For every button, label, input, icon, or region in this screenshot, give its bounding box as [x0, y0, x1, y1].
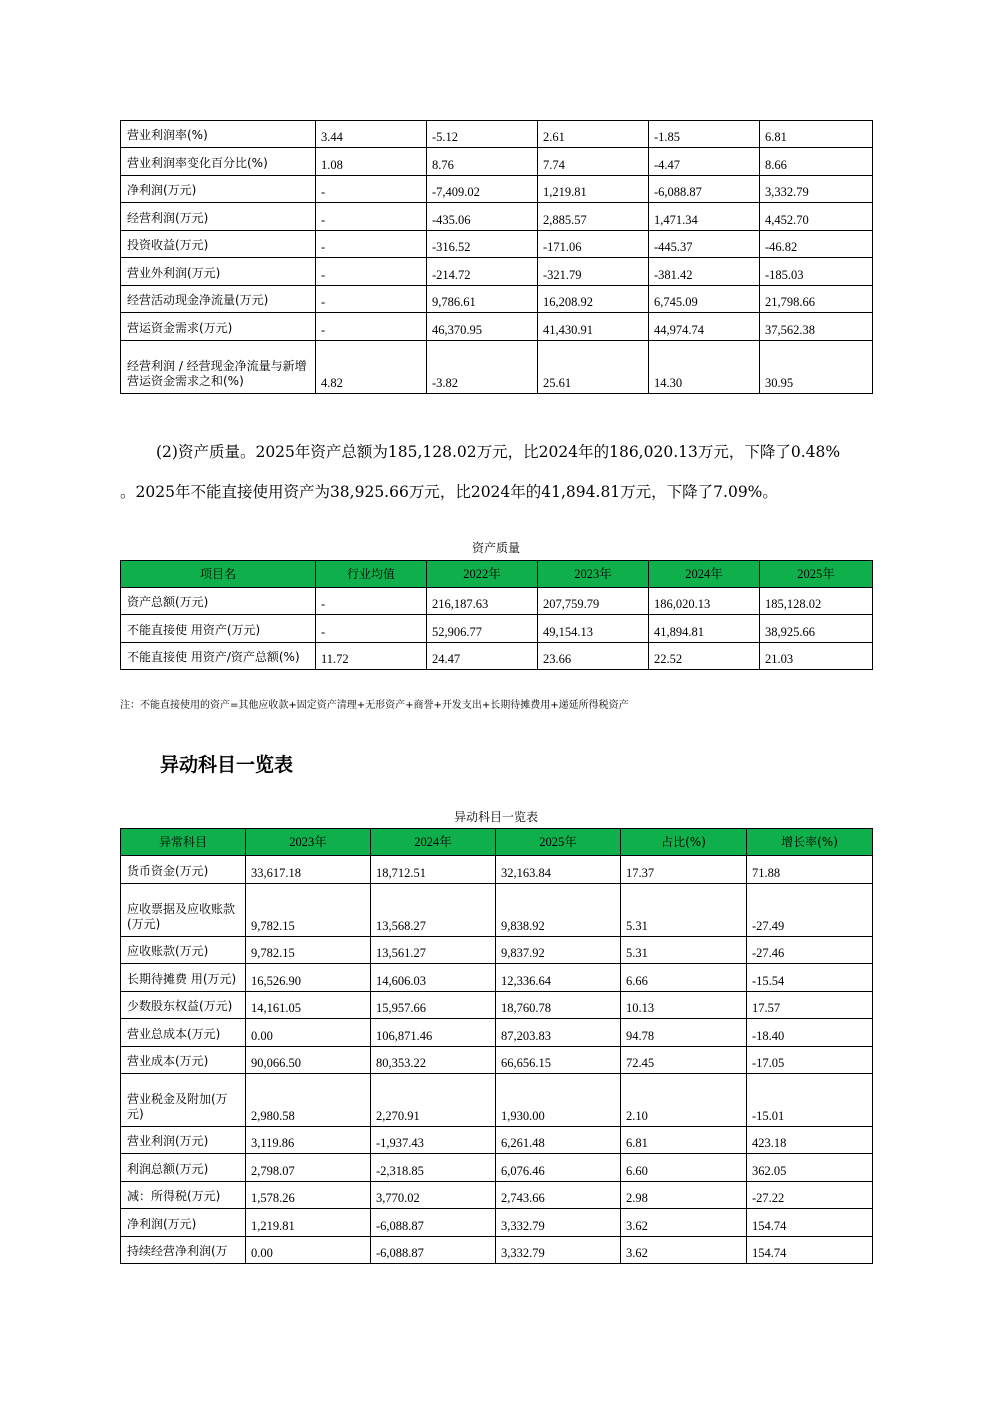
section-heading: 异动科目一览表 [160, 754, 294, 776]
column-header: 2023年 [246, 829, 371, 856]
table-cell: -27.46 [747, 937, 873, 964]
table-cell: 3,332.79 [496, 1209, 621, 1237]
row-label: 经营利润(万元) [121, 203, 316, 231]
row-label: 投资收益(万元) [121, 231, 316, 258]
table-row [121, 341, 873, 394]
table-cell: 1,578.26 [246, 1182, 371, 1209]
table-header-row [121, 561, 873, 588]
table-cell: 8.76 [427, 148, 538, 176]
table-cell: 41,894.81 [649, 615, 760, 643]
table-cell: 5.31 [621, 937, 747, 964]
table-cell: -15.01 [747, 1074, 873, 1127]
table-cell: - [316, 231, 427, 258]
table-cell: 3.44 [316, 121, 427, 148]
column-header: 行业均值 [316, 561, 427, 588]
asset-quality-table [120, 560, 873, 670]
table-cell: 90,066.50 [246, 1047, 371, 1074]
table-cell: - [316, 203, 427, 231]
table-cell: 4,452.70 [760, 203, 873, 231]
table-cell: 6.81 [760, 121, 873, 148]
table-cell: 6.66 [621, 964, 747, 992]
row-label: 持续经营净利润(万 [121, 1237, 246, 1264]
table-cell: 14,606.03 [371, 964, 496, 992]
table-cell: -214.72 [427, 258, 538, 286]
table-cell: 17.37 [621, 856, 747, 884]
table-cell: -316.52 [427, 231, 538, 258]
table-cell: 1,219.81 [538, 176, 649, 203]
table-cell: 24.47 [427, 643, 538, 670]
table-cell: 41,430.91 [538, 313, 649, 341]
table-row [121, 286, 873, 313]
table-row [121, 203, 873, 231]
table-row [121, 1074, 873, 1127]
table-cell: 2,743.66 [496, 1182, 621, 1209]
table-cell: 46,370.95 [427, 313, 538, 341]
table-cell: - [316, 258, 427, 286]
column-header: 2024年 [371, 829, 496, 856]
table-row [121, 231, 873, 258]
table-cell: 2,885.57 [538, 203, 649, 231]
table-cell: 7.74 [538, 148, 649, 176]
table-cell: -321.79 [538, 258, 649, 286]
table-cell: 6,745.09 [649, 286, 760, 313]
table-cell: 22.52 [649, 643, 760, 670]
table-cell: 3,332.79 [760, 176, 873, 203]
table-row [121, 1019, 873, 1047]
table-cell: 72.45 [621, 1047, 747, 1074]
table-cell: -435.06 [427, 203, 538, 231]
paragraph-line-1: (2)资产质量。2025年资产总额为185,128.02万元，比2024年的186,020.13万元，下降了0.48% [156, 443, 841, 461]
table-cell: -171.06 [538, 231, 649, 258]
table-row [121, 588, 873, 615]
column-header: 异常科目 [121, 829, 246, 856]
table-cell: 66,656.15 [496, 1047, 621, 1074]
row-label: 应收账款(万元) [121, 937, 246, 964]
table-row [121, 1237, 873, 1264]
table-cell: 18,760.78 [496, 992, 621, 1019]
table-cell: 2.61 [538, 121, 649, 148]
row-label: 经营利润 / 经营现金净流量与新增营运资金需求之和(%) [121, 341, 316, 394]
table-cell: -445.37 [649, 231, 760, 258]
column-header: 项目名 [121, 561, 316, 588]
table-cell: 216,187.63 [427, 588, 538, 615]
table-cell: -2,318.85 [371, 1154, 496, 1182]
table-cell: 52,906.77 [427, 615, 538, 643]
table-cell: 8.66 [760, 148, 873, 176]
table-row [121, 1182, 873, 1209]
table-cell: 9,838.92 [496, 884, 621, 937]
table-cell: 18,712.51 [371, 856, 496, 884]
table-row [121, 1209, 873, 1237]
table-cell: 33,617.18 [246, 856, 371, 884]
table-cell: -17.05 [747, 1047, 873, 1074]
row-label: 营业外利润(万元) [121, 258, 316, 286]
column-header: 2025年 [760, 561, 873, 588]
table-cell: 6,076.46 [496, 1154, 621, 1182]
table-cell: 2.98 [621, 1182, 747, 1209]
table-cell: 1,219.81 [246, 1209, 371, 1237]
table-cell: 362.05 [747, 1154, 873, 1182]
table-row [121, 964, 873, 992]
column-header: 2023年 [538, 561, 649, 588]
table-cell: 1,471.34 [649, 203, 760, 231]
table-cell: 0.00 [246, 1019, 371, 1047]
profitability-table [120, 120, 873, 394]
table-cell: 21,798.66 [760, 286, 873, 313]
table-cell: -4.47 [649, 148, 760, 176]
table-cell: -27.22 [747, 1182, 873, 1209]
row-label: 减：所得税(万元) [121, 1182, 246, 1209]
table-cell: 12,336.64 [496, 964, 621, 992]
table-cell: 37,562.38 [760, 313, 873, 341]
table-cell: 44,974.74 [649, 313, 760, 341]
table-row [121, 643, 873, 670]
table-cell: -6,088.87 [649, 176, 760, 203]
column-header: 2024年 [649, 561, 760, 588]
table-cell: 154.74 [747, 1237, 873, 1264]
row-label: 资产总额(万元) [121, 588, 316, 615]
table-row [121, 313, 873, 341]
table-cell: 23.66 [538, 643, 649, 670]
table-row [121, 937, 873, 964]
table-cell: 6.60 [621, 1154, 747, 1182]
table-cell: - [316, 286, 427, 313]
table-row [121, 258, 873, 286]
table-cell: 16,526.90 [246, 964, 371, 992]
table-row [121, 884, 873, 937]
row-label: 净利润(万元) [121, 176, 316, 203]
table-row [121, 615, 873, 643]
table-cell: -381.42 [649, 258, 760, 286]
table-cell: -5.12 [427, 121, 538, 148]
table-cell: 2,980.58 [246, 1074, 371, 1127]
table-cell: 16,208.92 [538, 286, 649, 313]
row-label: 少数股东权益(万元) [121, 992, 246, 1019]
table-cell: - [316, 313, 427, 341]
table-cell: 2.10 [621, 1074, 747, 1127]
table-cell: -15.54 [747, 964, 873, 992]
table-row [121, 1154, 873, 1182]
table-row [121, 856, 873, 884]
table-row [121, 1127, 873, 1154]
row-label: 不能直接使 用资产(万元) [121, 615, 316, 643]
table-cell: 30.95 [760, 341, 873, 394]
table-row [121, 1047, 873, 1074]
table-cell: 11.72 [316, 643, 427, 670]
anomaly-table [120, 828, 873, 1264]
table-cell: 14.30 [649, 341, 760, 394]
table-cell: -18.40 [747, 1019, 873, 1047]
table-cell: 2,270.91 [371, 1074, 496, 1127]
row-label: 营业成本(万元) [121, 1047, 246, 1074]
column-header: 占比(%) [621, 829, 747, 856]
table-cell: 38,925.66 [760, 615, 873, 643]
row-label: 长期待摊费 用(万元) [121, 964, 246, 992]
table-cell: 1.08 [316, 148, 427, 176]
table-cell: 154.74 [747, 1209, 873, 1237]
row-label: 应收票据及应收账款(万元) [121, 884, 246, 937]
table-cell: 3.62 [621, 1209, 747, 1237]
table-cell: 3,332.79 [496, 1237, 621, 1264]
table-cell: 6,261.48 [496, 1127, 621, 1154]
table-cell: 186,020.13 [649, 588, 760, 615]
row-label: 营业利润率变化百分比(%) [121, 148, 316, 176]
table-row [121, 148, 873, 176]
row-label: 营业利润(万元) [121, 1127, 246, 1154]
table-cell: -1,937.43 [371, 1127, 496, 1154]
column-header: 2025年 [496, 829, 621, 856]
table-cell: 80,353.22 [371, 1047, 496, 1074]
table-cell: 423.18 [747, 1127, 873, 1154]
table-header-row [121, 829, 873, 856]
table-cell: -6,088.87 [371, 1209, 496, 1237]
table-cell: 6.81 [621, 1127, 747, 1154]
table-cell: 15,957.66 [371, 992, 496, 1019]
row-label: 经营活动现金净流量(万元) [121, 286, 316, 313]
column-header: 增长率(%) [747, 829, 873, 856]
row-label: 利润总额(万元) [121, 1154, 246, 1182]
table-cell: 3,119.86 [246, 1127, 371, 1154]
table-cell: 2,798.07 [246, 1154, 371, 1182]
asset-quality-paragraph [120, 432, 890, 512]
table-cell: - [316, 615, 427, 643]
anomaly-table-caption: 异动科目一览表 [453, 810, 538, 824]
table-cell: 10.13 [621, 992, 747, 1019]
table-cell: 9,786.61 [427, 286, 538, 313]
table-cell: -46.82 [760, 231, 873, 258]
table-cell: 185,128.02 [760, 588, 873, 615]
table-row [121, 121, 873, 148]
table-cell: -1.85 [649, 121, 760, 148]
row-label: 营运资金需求(万元) [121, 313, 316, 341]
table-cell: 1,930.00 [496, 1074, 621, 1127]
table-cell: 17.57 [747, 992, 873, 1019]
table-cell: 25.61 [538, 341, 649, 394]
table-cell: - [316, 588, 427, 615]
table-cell: 21.03 [760, 643, 873, 670]
table-cell: 207,759.79 [538, 588, 649, 615]
table-cell: 32,163.84 [496, 856, 621, 884]
table-cell: 49,154.13 [538, 615, 649, 643]
table-cell: 3,770.02 [371, 1182, 496, 1209]
table-cell: 3.62 [621, 1237, 747, 1264]
table-cell: -27.49 [747, 884, 873, 937]
footnote: 注：不能直接使用的资产=其他应收款+固定资产清理+无形资产+商誉+开发支出+长期待摊费用+递延所得税资产 [120, 700, 629, 711]
table-cell: -185.03 [760, 258, 873, 286]
table-cell: 9,837.92 [496, 937, 621, 964]
row-label: 营业利润率(%) [121, 121, 316, 148]
table-cell: 9,782.15 [246, 937, 371, 964]
table-cell: 5.31 [621, 884, 747, 937]
row-label: 净利润(万元) [121, 1209, 246, 1237]
table-cell: -7,409.02 [427, 176, 538, 203]
table-cell: 13,568.27 [371, 884, 496, 937]
table-cell: -3.82 [427, 341, 538, 394]
row-label: 营业税金及附加(万元) [121, 1074, 246, 1127]
table-cell: 94.78 [621, 1019, 747, 1047]
table-cell: 87,203.83 [496, 1019, 621, 1047]
table-cell: -6,088.87 [371, 1237, 496, 1264]
paragraph-line-2: 。2025年不能直接使用资产为38,925.66万元，比2024年的41,894.81万元，下降了7.09%。 [120, 483, 778, 501]
table-cell: 9,782.15 [246, 884, 371, 937]
table-cell: 71.88 [747, 856, 873, 884]
row-label: 不能直接使 用资产/资产总额(%) [121, 643, 316, 670]
table-row [121, 176, 873, 203]
table-cell: 14,161.05 [246, 992, 371, 1019]
row-label: 货币资金(万元) [121, 856, 246, 884]
table-cell: 4.82 [316, 341, 427, 394]
table-cell: 0.00 [246, 1237, 371, 1264]
column-header: 2022年 [427, 561, 538, 588]
table-cell: 13,561.27 [371, 937, 496, 964]
table-cell: 106,871.46 [371, 1019, 496, 1047]
row-label: 营业总成本(万元) [121, 1019, 246, 1047]
table-row [121, 992, 873, 1019]
asset-quality-caption: 资产质量 [471, 541, 520, 555]
table-cell: - [316, 176, 427, 203]
